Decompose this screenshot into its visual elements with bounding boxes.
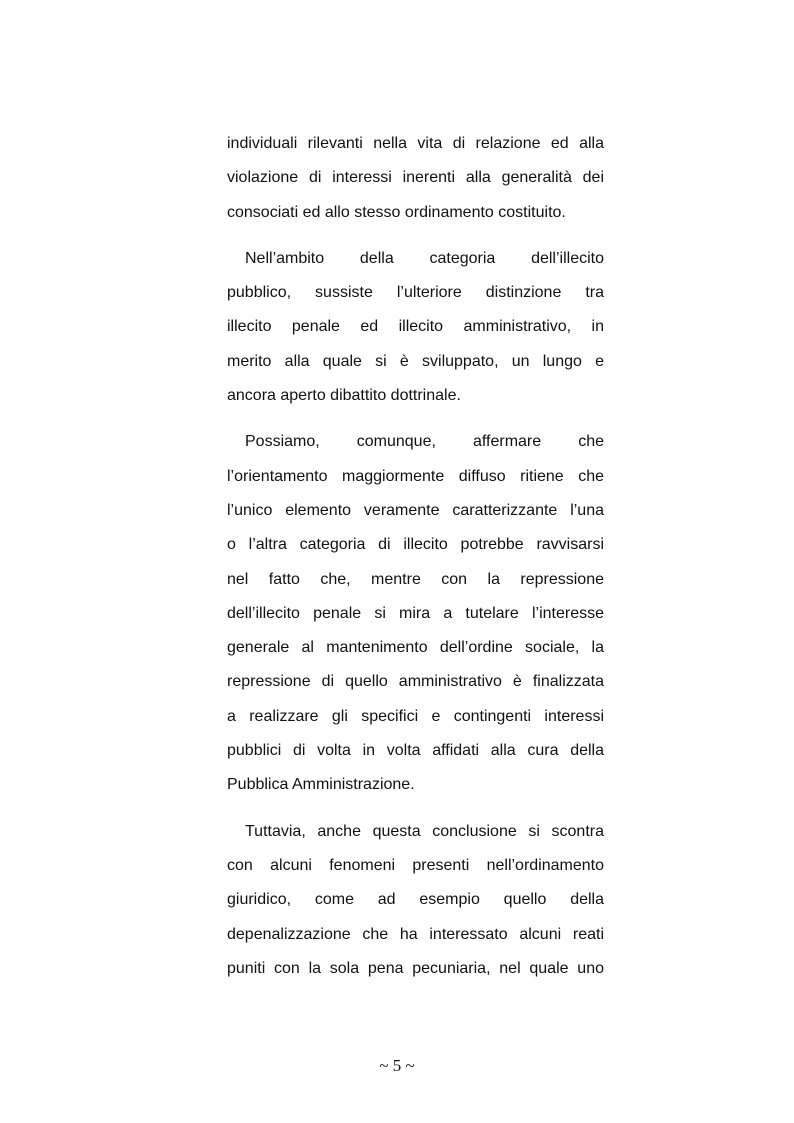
text-line: Pubblica Amministrazione. <box>227 776 415 794</box>
text-line: nel fatto che, mentre con la repressione <box>227 570 604 588</box>
text-line: illecito penale ed illecito amministrativo, in <box>227 318 604 336</box>
text-line: depenalizzazione che ha interessato alcuni reati <box>227 925 604 943</box>
body-text <box>227 127 604 986</box>
text-line: repressione di quello amministrativo è finalizzata <box>227 673 604 691</box>
text-line: Possiamo, comunque, affermare che <box>245 433 604 451</box>
text-line: con alcuni fenomeni presenti nell’ordinamento <box>227 856 604 874</box>
text-line: dell’illecito penale si mira a tutelare l’interesse <box>227 604 604 622</box>
text-line: merito alla quale si è sviluppato, un lungo e <box>227 352 604 370</box>
page-number: ~ 5 ~ <box>379 1056 415 1075</box>
text-line: Tuttavia, anche questa conclusione si scontra <box>245 822 604 840</box>
paragraph-4 <box>227 815 604 986</box>
text-line: l’orientamento maggiormente diffuso ritiene che <box>227 467 604 485</box>
text-line: a realizzare gli specifici e contingenti interessi <box>227 707 604 725</box>
paragraph-gap <box>227 413 604 425</box>
paragraph-1 <box>227 127 604 230</box>
text-line: giuridico, come ad esempio quello della <box>227 891 604 909</box>
paragraph-2 <box>227 242 604 413</box>
text-line: generale al mantenimento dell’ordine sociale, la <box>227 639 604 657</box>
paragraph-3 <box>227 425 604 802</box>
text-line: o l’altra categoria di illecito potrebbe ravvisarsi <box>227 536 604 554</box>
text-line: consociati ed allo stesso ordinamento costituito. <box>227 203 566 221</box>
text-line: Nell’ambito della categoria dell’illecito <box>245 249 604 267</box>
text-line: puniti con la sola pena pecuniaria, nel quale uno <box>227 959 604 977</box>
paragraph-gap <box>227 803 604 815</box>
text-line: ancora aperto dibattito dottrinale. <box>227 387 461 405</box>
text-line: pubblici di volta in volta affidati alla cura della <box>227 742 604 760</box>
text-line: individuali rilevanti nella vita di relazione ed alla <box>227 135 604 152</box>
text-line: l’unico elemento veramente caratterizzante l’una <box>227 501 604 519</box>
text-line: violazione di interessi inerenti alla generalità dei <box>227 169 604 187</box>
paragraph-gap <box>227 230 604 242</box>
text-line: pubblico, sussiste l’ulteriore distinzione tra <box>227 284 604 302</box>
